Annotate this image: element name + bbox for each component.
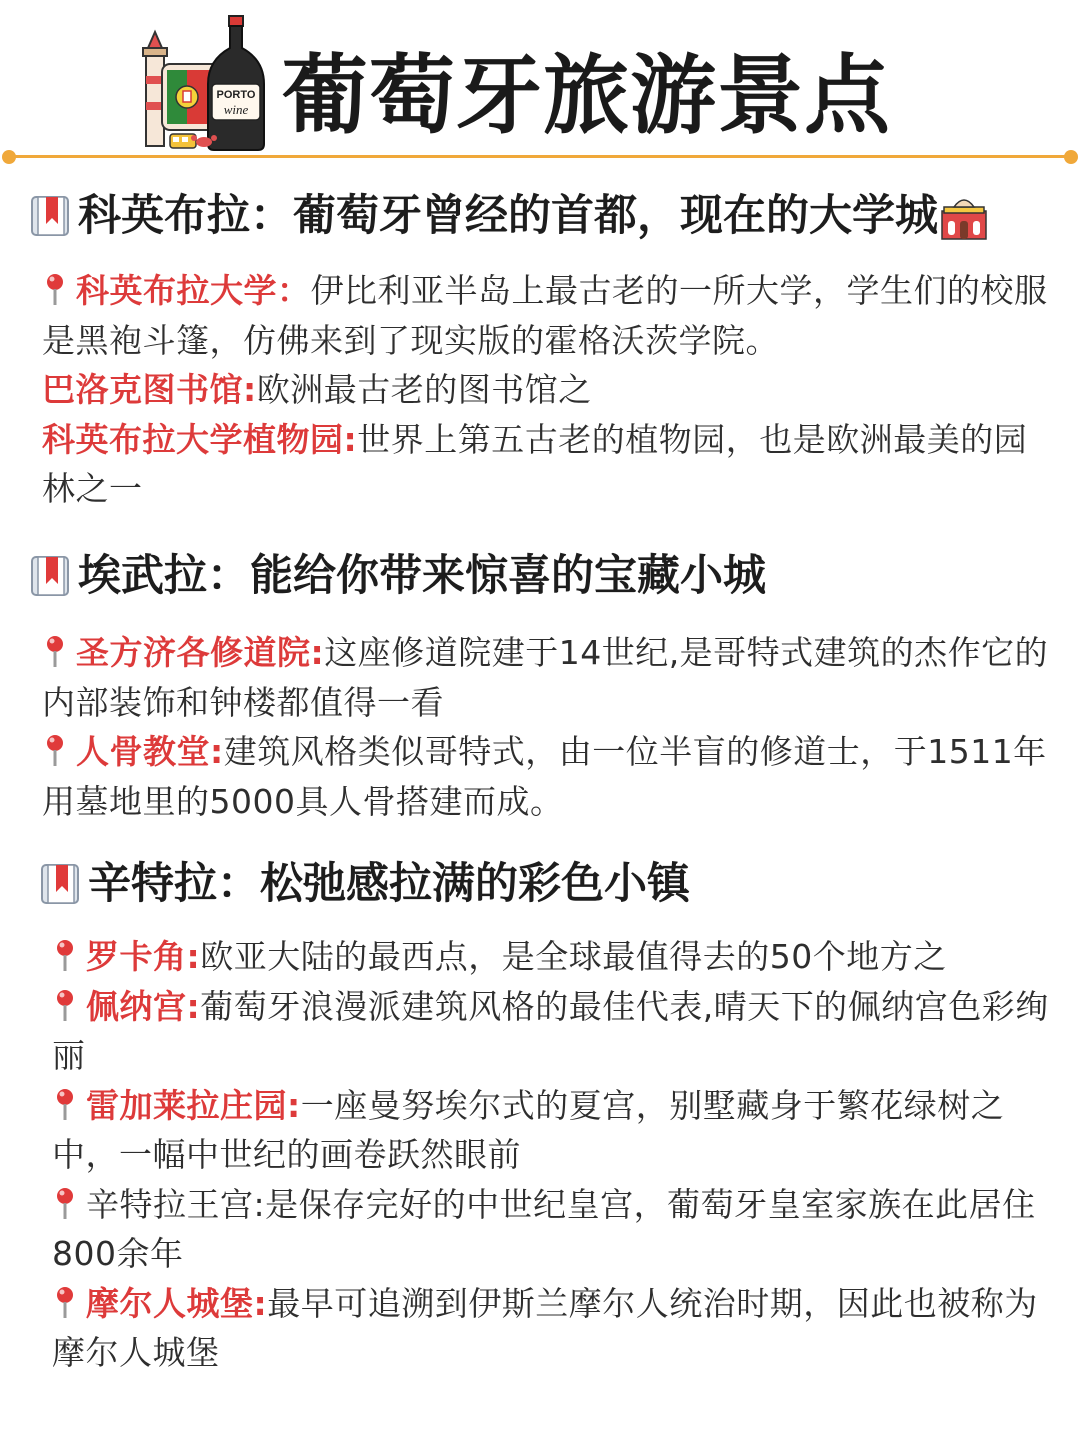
attraction-desc: 最早可追溯到伊斯兰摩尔人统治时期，因此也被称为摩尔人城堡 bbox=[52, 1283, 1038, 1372]
svg-text:PORTO: PORTO bbox=[216, 89, 256, 101]
header bbox=[0, 0, 1080, 160]
section-coimbra bbox=[30, 186, 1060, 514]
attraction-name: 佩纳宫: bbox=[86, 986, 201, 1026]
attraction-name: 罗卡角: bbox=[86, 937, 201, 976]
attraction-entry bbox=[42, 727, 1060, 826]
attraction-entry bbox=[52, 932, 1060, 982]
attraction-entry bbox=[42, 415, 1060, 514]
attraction-name: 圣方济各修道院: bbox=[76, 633, 325, 672]
section-title-text: 科英布拉：葡萄牙曾经的首都，现在的大学城 bbox=[78, 191, 938, 241]
attraction-name: 人骨教堂: bbox=[76, 732, 224, 771]
bookmark-book-icon bbox=[40, 862, 82, 906]
attraction-entry bbox=[52, 1279, 1060, 1378]
attraction-desc: 辛特拉王宫:是保存完好的中世纪皇宫，葡萄牙皇室家族在此居住800余年 bbox=[52, 1184, 1036, 1273]
wine-bottle-icon bbox=[208, 16, 264, 150]
attraction-entry bbox=[52, 982, 1060, 1081]
attraction-name: 科英布拉大学： bbox=[76, 271, 311, 310]
pin-icon bbox=[42, 634, 68, 668]
pin-icon bbox=[52, 1186, 78, 1220]
attraction-name: 摩尔人城堡: bbox=[86, 1283, 268, 1323]
section-title-text: 辛特拉：松弛感拉满的彩色小镇 bbox=[88, 859, 690, 909]
attraction-entry bbox=[42, 266, 1060, 365]
page-title: 葡萄牙旅游景点 bbox=[282, 46, 891, 146]
title-divider bbox=[8, 155, 1072, 158]
section-heading bbox=[30, 186, 1060, 246]
attraction-name: 雷加莱拉庄园: bbox=[86, 1085, 301, 1125]
attraction-desc: 世界上第五古老的植物园，也是欧洲最美的园林之一 bbox=[42, 419, 1028, 508]
attraction-name: 科英布拉大学植物园: bbox=[42, 419, 358, 459]
attraction-entry bbox=[42, 628, 1060, 727]
portugal-travel-illustration bbox=[140, 14, 275, 152]
pin-icon bbox=[42, 733, 68, 767]
attraction-entry bbox=[52, 1180, 1060, 1279]
section-title-text: 埃武拉：能给你带来惊喜的宝藏小城 bbox=[78, 551, 766, 601]
attraction-entry bbox=[42, 365, 1060, 415]
section-heading bbox=[30, 546, 1060, 606]
attraction-desc: 一座曼努埃尔式的夏宫，别墅藏身于繁花绿树之中，一幅中世纪的画卷跃然眼前 bbox=[52, 1085, 1005, 1174]
attraction-desc: 欧洲最古老的图书馆之 bbox=[256, 370, 592, 409]
attraction-name: 巴洛克图书馆: bbox=[42, 370, 257, 409]
university-building-icon bbox=[940, 191, 988, 241]
section-sintra bbox=[40, 854, 1060, 1378]
attraction-entry bbox=[52, 1081, 1060, 1180]
bookmark-book-icon bbox=[30, 194, 72, 238]
section-heading bbox=[40, 854, 1060, 914]
pin-icon bbox=[52, 1285, 78, 1319]
section-evora bbox=[30, 546, 1060, 826]
pin-icon bbox=[52, 988, 78, 1022]
attraction-desc: 伊比利亚半岛上最古老的一所大学，学生们的校服是黑袍斗篷，仿佛来到了现实版的霍格沃茨学院。 bbox=[42, 271, 1048, 360]
attraction-desc: 建筑风格类似哥特式，由一位半盲的修道士，于1511年用墓地里的5000具人骨搭建而成。 bbox=[42, 732, 1047, 821]
attraction-desc: 葡萄牙浪漫派建筑风格的最佳代表,晴天下的佩纳宫色彩绚丽 bbox=[52, 986, 1049, 1075]
attraction-desc: 这座修道院建于14世纪,是哥特式建筑的杰作它的内部装饰和钟楼都值得一看 bbox=[42, 633, 1049, 722]
divider-dot-right bbox=[1064, 150, 1078, 164]
bookmark-book-icon bbox=[30, 554, 72, 598]
pin-icon bbox=[52, 1087, 78, 1121]
pin-icon bbox=[52, 938, 78, 972]
attraction-desc: 欧亚大陆的最西点，是全球最值得去的50个地方之 bbox=[200, 937, 947, 976]
svg-text:wine: wine bbox=[223, 102, 249, 117]
pin-icon bbox=[42, 272, 68, 306]
